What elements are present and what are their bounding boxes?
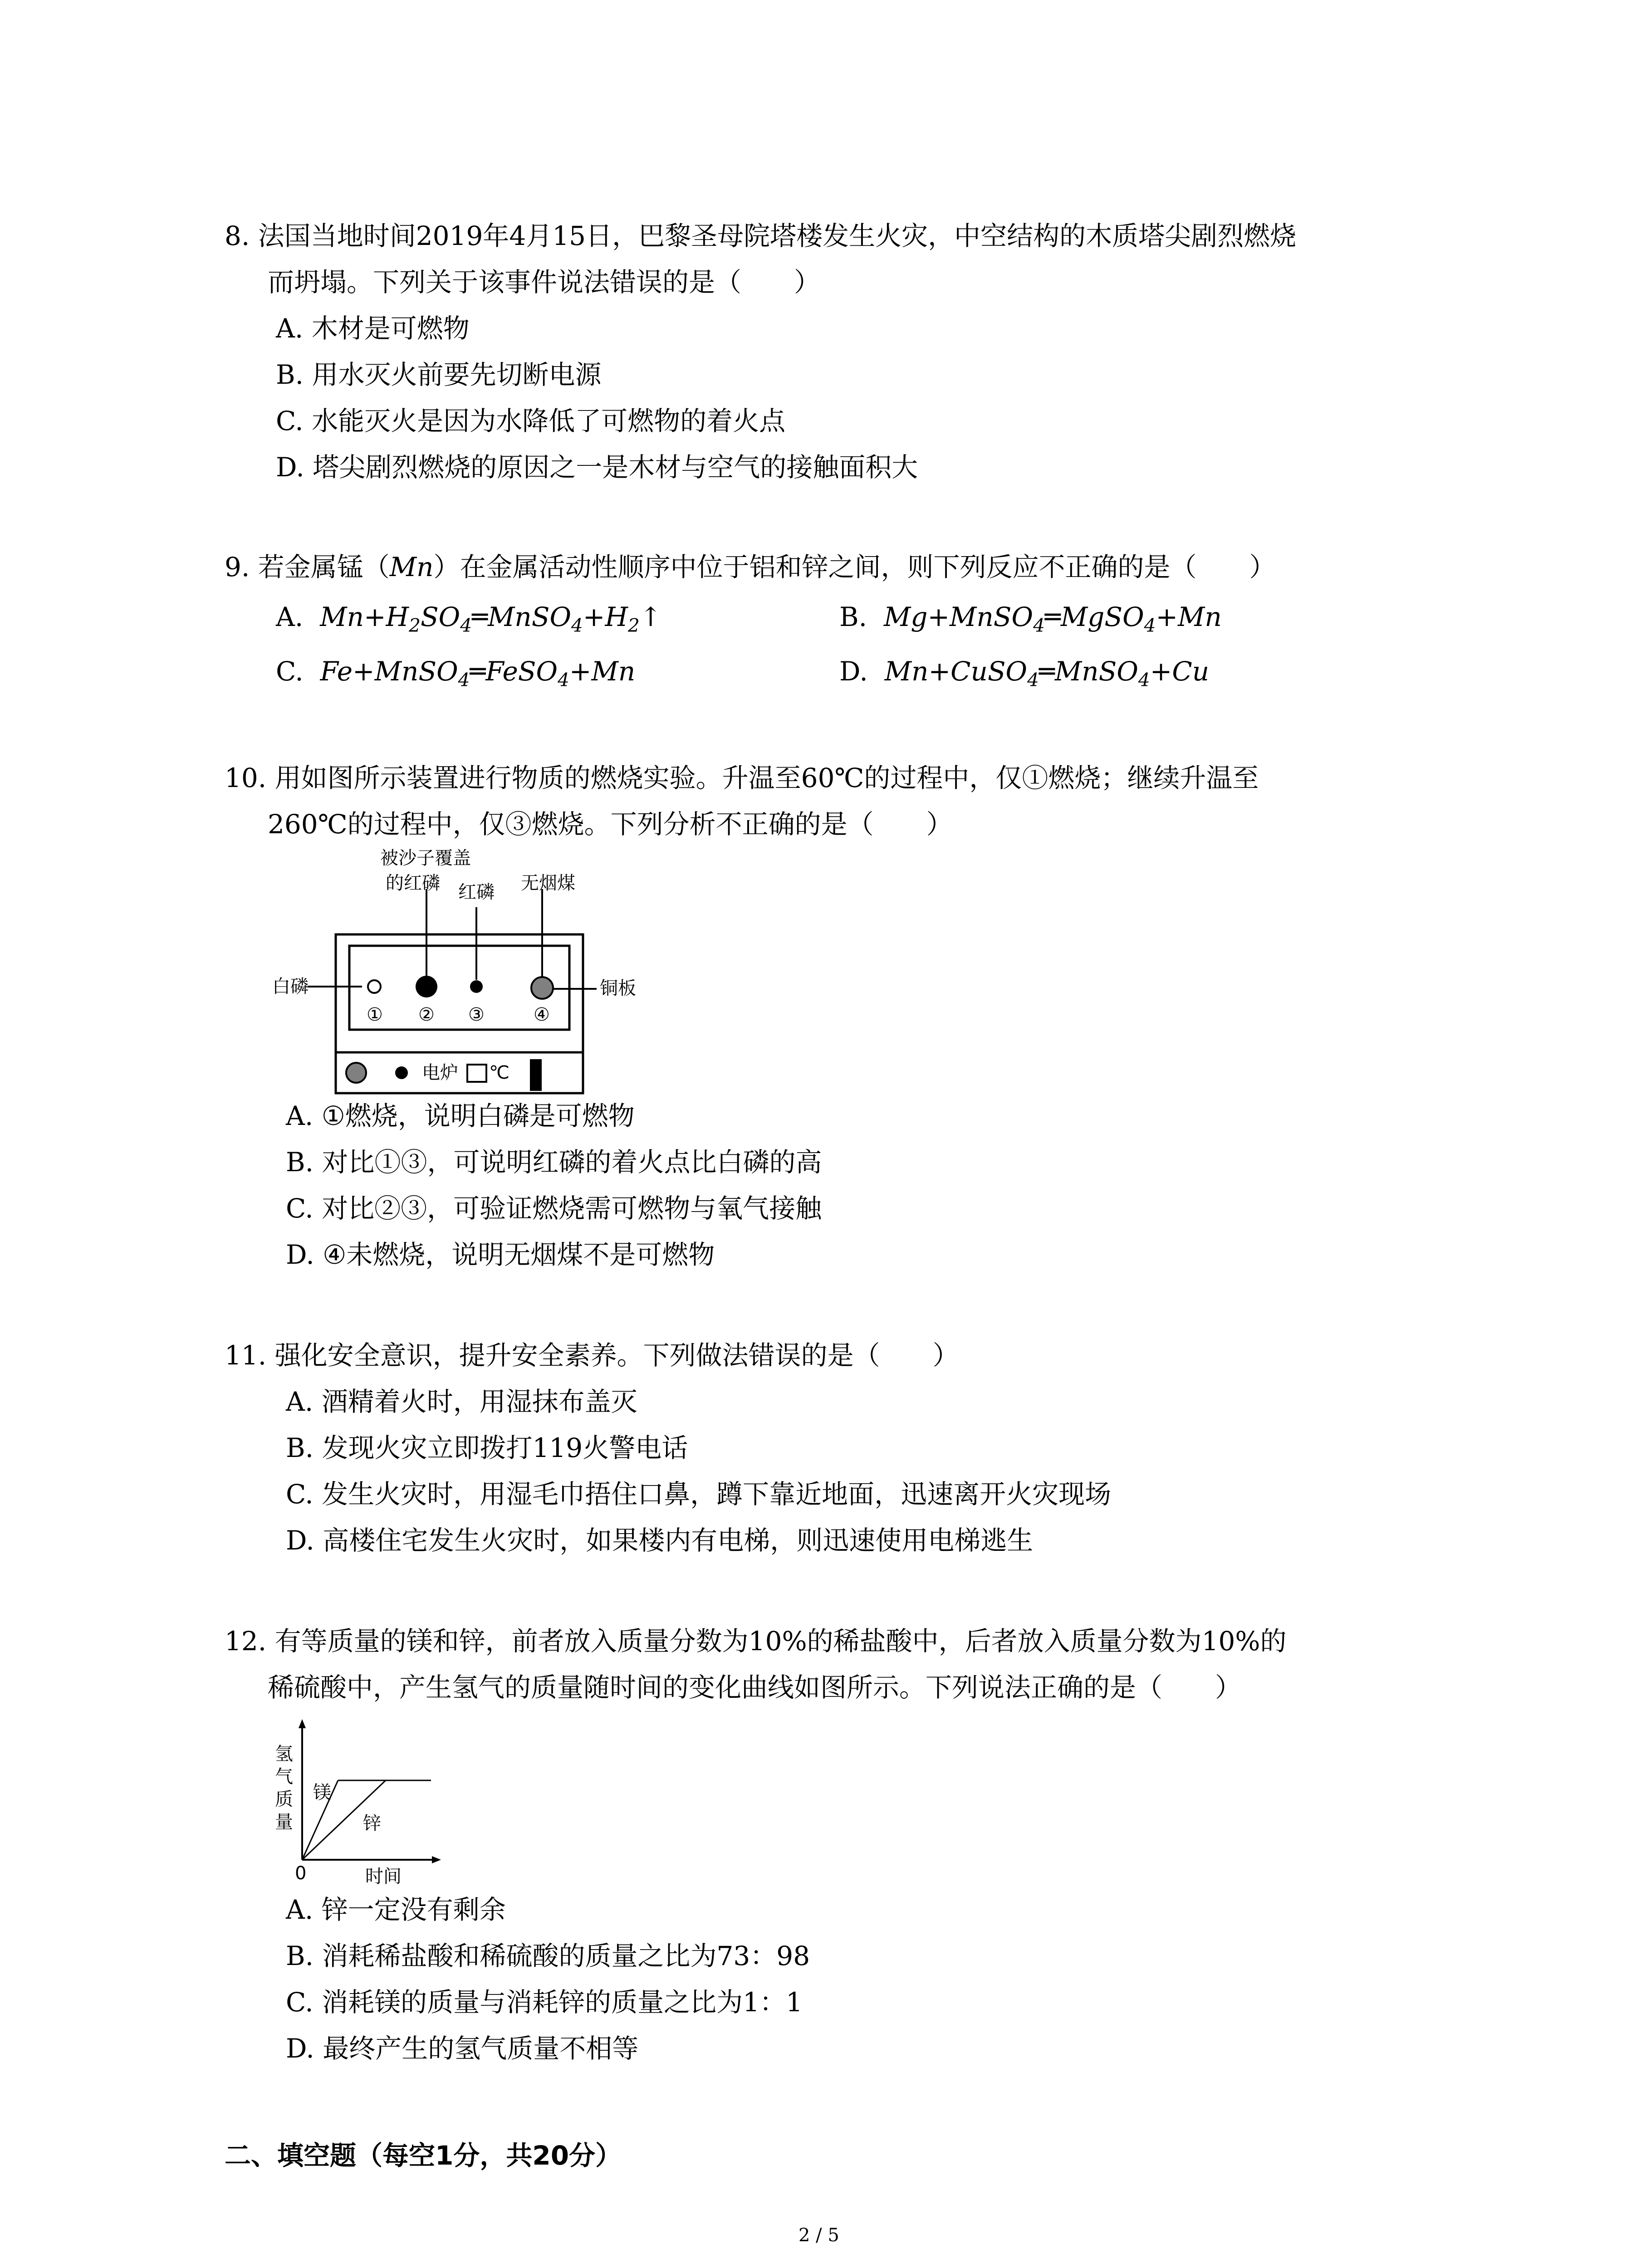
q9-label-d: D. — [839, 656, 868, 687]
q12-line1: 12. 有等质量的镁和锌，前者放入质量分数为10%的稀盐酸中，后者放入质量分数为10%的 — [225, 1626, 1287, 1657]
q9-option-b — [839, 594, 1222, 648]
q10-line2: 260℃的过程中，仅③燃烧。下列分析不正确的是（ ） — [268, 809, 953, 840]
q9-equation-d: Mn+CuSO$_4$═MnSO$_4$+Cu — [884, 656, 1210, 691]
q9-equation-a: $Mn+H_2SO_4═MnSO_4+H_2↑$ — [320, 601, 662, 636]
q8-line1: 8. 法国当地时间2019年4月15日，巴黎圣母院塔楼发生火灾，中空结构的木质塔尖剧烈燃烧 — [225, 220, 1297, 251]
q8-option-b: B. 用水灭火前要先切断电源 — [276, 359, 602, 390]
q12-ylabel-3: 质 — [275, 1789, 293, 1810]
q11-option-b: B. 发现火灾立即拨打119火警电话 — [286, 1432, 688, 1463]
q10-apparatus-drawing — [272, 846, 635, 1100]
section-heading-fill-in: 二、填空题（每空1分，共20分） — [225, 2140, 622, 2171]
label-red-phosphorus: 红磷 — [458, 882, 495, 903]
label-anthracite: 无烟煤 — [521, 873, 575, 894]
q12-ylabel-4: 量 — [275, 1812, 293, 1833]
q10-figure — [272, 846, 635, 1100]
q12-option-d: D. 最终产生的氢气质量不相等 — [286, 2033, 639, 2064]
q9-option-c — [276, 649, 635, 703]
q10-line1: 10. 用如图所示装置进行物质的燃烧实验。升温至60℃的过程中，仅①燃烧；继续升温至 — [225, 763, 1259, 793]
q9-label-b: B. — [839, 601, 867, 632]
q10-option-c: C. 对比②③，可验证燃烧需可燃物与氧气接触 — [286, 1193, 822, 1224]
q8-option-d: D. 塔尖剧烈燃烧的原因之一是木材与空气的接触面积大 — [276, 452, 918, 483]
q12-ylabel-1: 氢 — [275, 1744, 293, 1765]
q12-line2: 稀硫酸中，产生氢气的质量随时间的变化曲线如图所示。下列说法正确的是（ ） — [268, 1672, 1242, 1703]
q9-label-c: C. — [276, 656, 304, 687]
q12-label-zn: 锌 — [363, 1813, 381, 1834]
page-number: 2 / 5 — [798, 2225, 839, 2246]
q10-option-b: B. 对比①③，可说明红磷的着火点比白磷的高 — [286, 1147, 822, 1178]
q8-option-c: C. 水能灭火是因为水降低了可燃物的着火点 — [276, 406, 786, 436]
q11-option-c: C. 发生火灾时，用湿毛巾捂住口鼻，蹲下靠近地面，迅速离开火灾现场 — [286, 1479, 1112, 1510]
q9-equation-c: Fe+MnSO$_4$═FeSO$_4$+Mn — [320, 656, 636, 691]
q9-equation-b: Mg+MnSO$_4$═MgSO$_4$+Mn — [883, 601, 1222, 636]
label-covered-line2: 的红磷 — [386, 873, 440, 894]
q8-option-a: A. 木材是可燃物 — [276, 313, 470, 344]
q8-line2: 而坍塌。下列关于该事件说法错误的是（ ） — [268, 267, 821, 298]
q9-stem — [225, 544, 1276, 590]
label-covered-line1: 被沙子覆盖 — [380, 848, 471, 869]
label-num-3: ③ — [468, 1004, 485, 1025]
q9-option-a — [276, 594, 661, 648]
q12-option-c: C. 消耗镁的质量与消耗锌的质量之比为1：1 — [286, 1987, 803, 2018]
q12-origin: 0 — [295, 1863, 307, 1884]
label-num-2: ② — [418, 1004, 435, 1025]
q12-option-b: B. 消耗稀盐酸和稀硫酸的质量之比为73：98 — [286, 1941, 810, 1971]
q10-option-a: A. ①燃烧，说明白磷是可燃物 — [286, 1100, 635, 1131]
q11-option-a: A. 酒精着火时，用湿抹布盖灭 — [286, 1386, 637, 1417]
q10-option-d: D. ④未燃烧，说明无烟煤不是可燃物 — [286, 1239, 715, 1270]
q9-mn: Mn — [389, 552, 434, 582]
label-stove: 电炉 — [422, 1062, 458, 1083]
q11-line1: 11. 强化安全意识，提升安全素养。下列做法错误的是（ ） — [225, 1340, 959, 1371]
q9-stem-pre: 9. 若金属锰（ — [225, 552, 390, 582]
label-degree: ℃ — [489, 1062, 509, 1083]
label-copper-plate: 铜板 — [600, 978, 636, 999]
q9-option-d — [839, 649, 1209, 703]
q12-label-mg: 镁 — [313, 1782, 331, 1803]
q12-xlabel: 时间 — [365, 1866, 402, 1887]
q12-ylabel-2: 气 — [275, 1766, 293, 1787]
q11-option-d: D. 高楼住宅发生火灾时，如果楼内有电梯，则迅速使用电梯逃生 — [286, 1525, 1034, 1556]
label-white-phosphorus: 白磷 — [272, 976, 309, 997]
q12-option-a: A. 锌一定没有剩余 — [286, 1894, 506, 1925]
q12-figure — [272, 1719, 463, 1896]
q9-stem-post: ）在金属活动性顺序中位于铝和锌之间，则下列反应不正确的是（ ） — [433, 552, 1276, 582]
label-num-4: ④ — [534, 1004, 550, 1025]
q9-label-a: A. — [276, 601, 304, 632]
label-num-1: ① — [367, 1004, 383, 1025]
